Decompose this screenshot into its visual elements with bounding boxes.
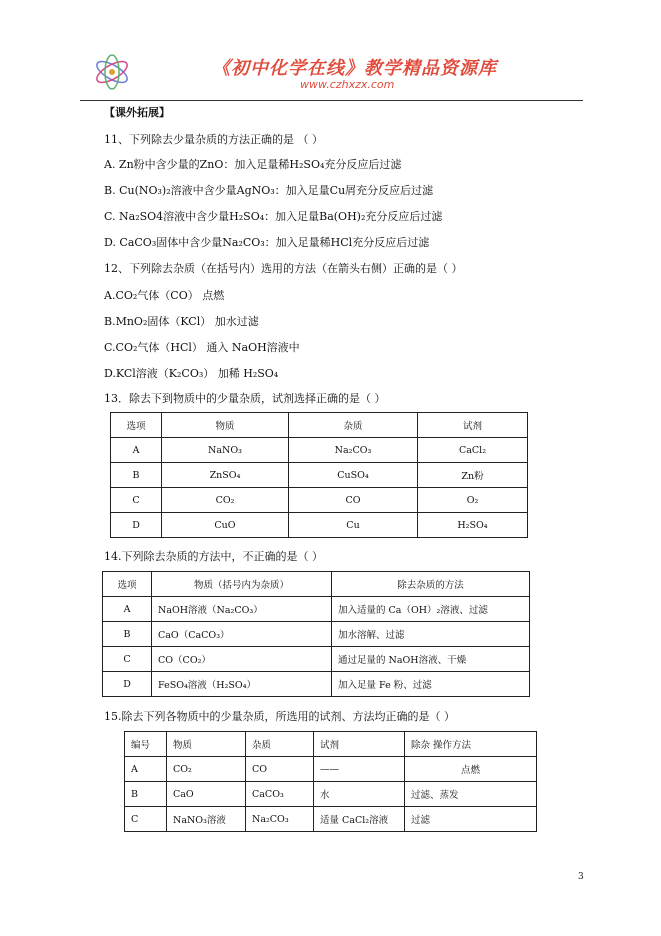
table-cell: CO bbox=[246, 757, 314, 782]
q12-option-b: B.MnO₂固体（KCl） 加水过滤 bbox=[104, 315, 259, 328]
table-cell: 点燃 bbox=[405, 757, 537, 782]
table-cell: —— bbox=[314, 757, 405, 782]
header-title: 《初中化学在线》教学精品资源库 bbox=[212, 58, 497, 79]
table-cell: C bbox=[111, 488, 162, 513]
table-cell: B bbox=[103, 622, 152, 647]
table-row bbox=[103, 597, 530, 622]
table-cell: Zn粉 bbox=[418, 463, 528, 488]
table-cell: FeSO₄溶液（H₂SO₄） bbox=[152, 672, 332, 697]
table-cell: B bbox=[125, 782, 167, 807]
table-cell: 过滤、蒸发 bbox=[405, 782, 537, 807]
table-cell: C bbox=[125, 807, 167, 832]
q11-stem: 11、下列除去少量杂质的方法正确的是 （ ） bbox=[104, 133, 323, 146]
table-cell: 加水溶解、过滤 bbox=[332, 622, 530, 647]
q14-header-option: 选项 bbox=[103, 572, 152, 597]
q14-table bbox=[102, 571, 530, 697]
q15-stem: 15.除去下列各物质中的少量杂质，所选用的试剂、方法均正确的是（ ） bbox=[104, 710, 455, 723]
table-cell: 通过足量的 NaOH溶液、干燥 bbox=[332, 647, 530, 672]
q15-header-substance: 物质 bbox=[167, 732, 246, 757]
q12-option-d: D.KCl溶液（K₂CO₃） 加稀 H₂SO₄ bbox=[104, 367, 279, 380]
table-cell: A bbox=[125, 757, 167, 782]
table-cell: NaNO₃ bbox=[162, 438, 289, 463]
q12-option-c: C.CO₂气体（HCl） 通入 NaOH溶液中 bbox=[104, 341, 300, 354]
q11-option-b: B. Cu(NO₃)₂溶液中含少量AgNO₃：加入足量Cu屑充分反应后过滤 bbox=[104, 184, 434, 197]
table-row bbox=[125, 757, 537, 782]
table-row bbox=[111, 488, 528, 513]
table-row bbox=[111, 438, 528, 463]
table-cell: CaO bbox=[167, 782, 246, 807]
q14-header-substance: 物质（括号内为杂质） bbox=[152, 572, 332, 597]
table-row bbox=[125, 782, 537, 807]
table-cell: A bbox=[111, 438, 162, 463]
q13-stem: 13．除去下到物质中的少量杂质，试剂选择正确的是（ ） bbox=[104, 392, 386, 405]
q12-stem: 12、下列除去杂质（在括号内）选用的方法（在箭头右侧）正确的是（ ） bbox=[104, 262, 463, 275]
header-url: www.czhxzx.com bbox=[300, 78, 395, 91]
table-cell: 过滤 bbox=[405, 807, 537, 832]
table-cell: NaOH溶液（Na₂CO₃） bbox=[152, 597, 332, 622]
q13-header-option: 选项 bbox=[111, 413, 162, 438]
table-cell: 水 bbox=[314, 782, 405, 807]
q13-header-substance: 物质 bbox=[162, 413, 289, 438]
q15-header-reagent: 试剂 bbox=[314, 732, 405, 757]
q14-stem: 14.下列除去杂质的方法中，不正确的是（ ） bbox=[104, 550, 323, 563]
table-header-row bbox=[125, 732, 537, 757]
table-cell: D bbox=[103, 672, 152, 697]
table-header-row bbox=[111, 413, 528, 438]
table-cell: 加入适量的 Ca（OH）₂溶液、过滤 bbox=[332, 597, 530, 622]
q11-option-d: D. CaCO₃固体中含少量Na₂CO₃：加入足量稀HCl充分反应后过滤 bbox=[104, 236, 430, 249]
table-cell: CaO（CaCO₃） bbox=[152, 622, 332, 647]
q12-option-a: A.CO₂气体（CO） 点燃 bbox=[104, 289, 225, 302]
table-cell: Cu bbox=[289, 513, 418, 538]
table-cell: CO bbox=[289, 488, 418, 513]
table-row bbox=[125, 807, 537, 832]
q13-table bbox=[110, 412, 528, 538]
q15-table bbox=[124, 731, 537, 832]
publisher-logo bbox=[92, 52, 132, 92]
table-cell: D bbox=[111, 513, 162, 538]
table-cell: NaNO₃溶液 bbox=[167, 807, 246, 832]
q13-header-impurity: 杂质 bbox=[289, 413, 418, 438]
table-cell: CO₂ bbox=[167, 757, 246, 782]
table-cell: Na₂CO₃ bbox=[289, 438, 418, 463]
table-cell: CO₂ bbox=[162, 488, 289, 513]
table-cell: Na₂CO₃ bbox=[246, 807, 314, 832]
table-row bbox=[103, 672, 530, 697]
q11-option-c: C. Na₂SO4溶液中含少量H₂SO₄：加入足量Ba(OH)₂充分反应后过滤 bbox=[104, 210, 443, 223]
table-row bbox=[103, 622, 530, 647]
table-row bbox=[103, 647, 530, 672]
table-cell: CO（CO₂） bbox=[152, 647, 332, 672]
table-cell: 适量 CaCl₂溶液 bbox=[314, 807, 405, 832]
table-header-row bbox=[103, 572, 530, 597]
q15-header-number: 编号 bbox=[125, 732, 167, 757]
q13-header-reagent: 试剂 bbox=[418, 413, 528, 438]
table-cell: CaCO₃ bbox=[246, 782, 314, 807]
q15-header-impurity: 杂质 bbox=[246, 732, 314, 757]
q15-header-method: 除杂 操作方法 bbox=[405, 732, 537, 757]
q11-option-a: A. Zn粉中含少量的ZnO：加入足量稀H₂SO₄充分反应后过滤 bbox=[104, 158, 402, 171]
table-cell: 加入足量 Fe 粉、过滤 bbox=[332, 672, 530, 697]
table-cell: H₂SO₄ bbox=[418, 513, 528, 538]
table-cell: ZnSO₄ bbox=[162, 463, 289, 488]
q14-header-method: 除去杂质的方法 bbox=[332, 572, 530, 597]
table-cell: C bbox=[103, 647, 152, 672]
table-cell: O₂ bbox=[418, 488, 528, 513]
table-row bbox=[111, 513, 528, 538]
table-cell: CuO bbox=[162, 513, 289, 538]
header-rule bbox=[80, 100, 583, 101]
table-cell: A bbox=[103, 597, 152, 622]
table-cell: CaCl₂ bbox=[418, 438, 528, 463]
section-title: 【课外拓展】 bbox=[104, 106, 170, 119]
table-row bbox=[111, 463, 528, 488]
table-cell: CuSO₄ bbox=[289, 463, 418, 488]
table-cell: B bbox=[111, 463, 162, 488]
page-number: 3 bbox=[578, 872, 584, 882]
